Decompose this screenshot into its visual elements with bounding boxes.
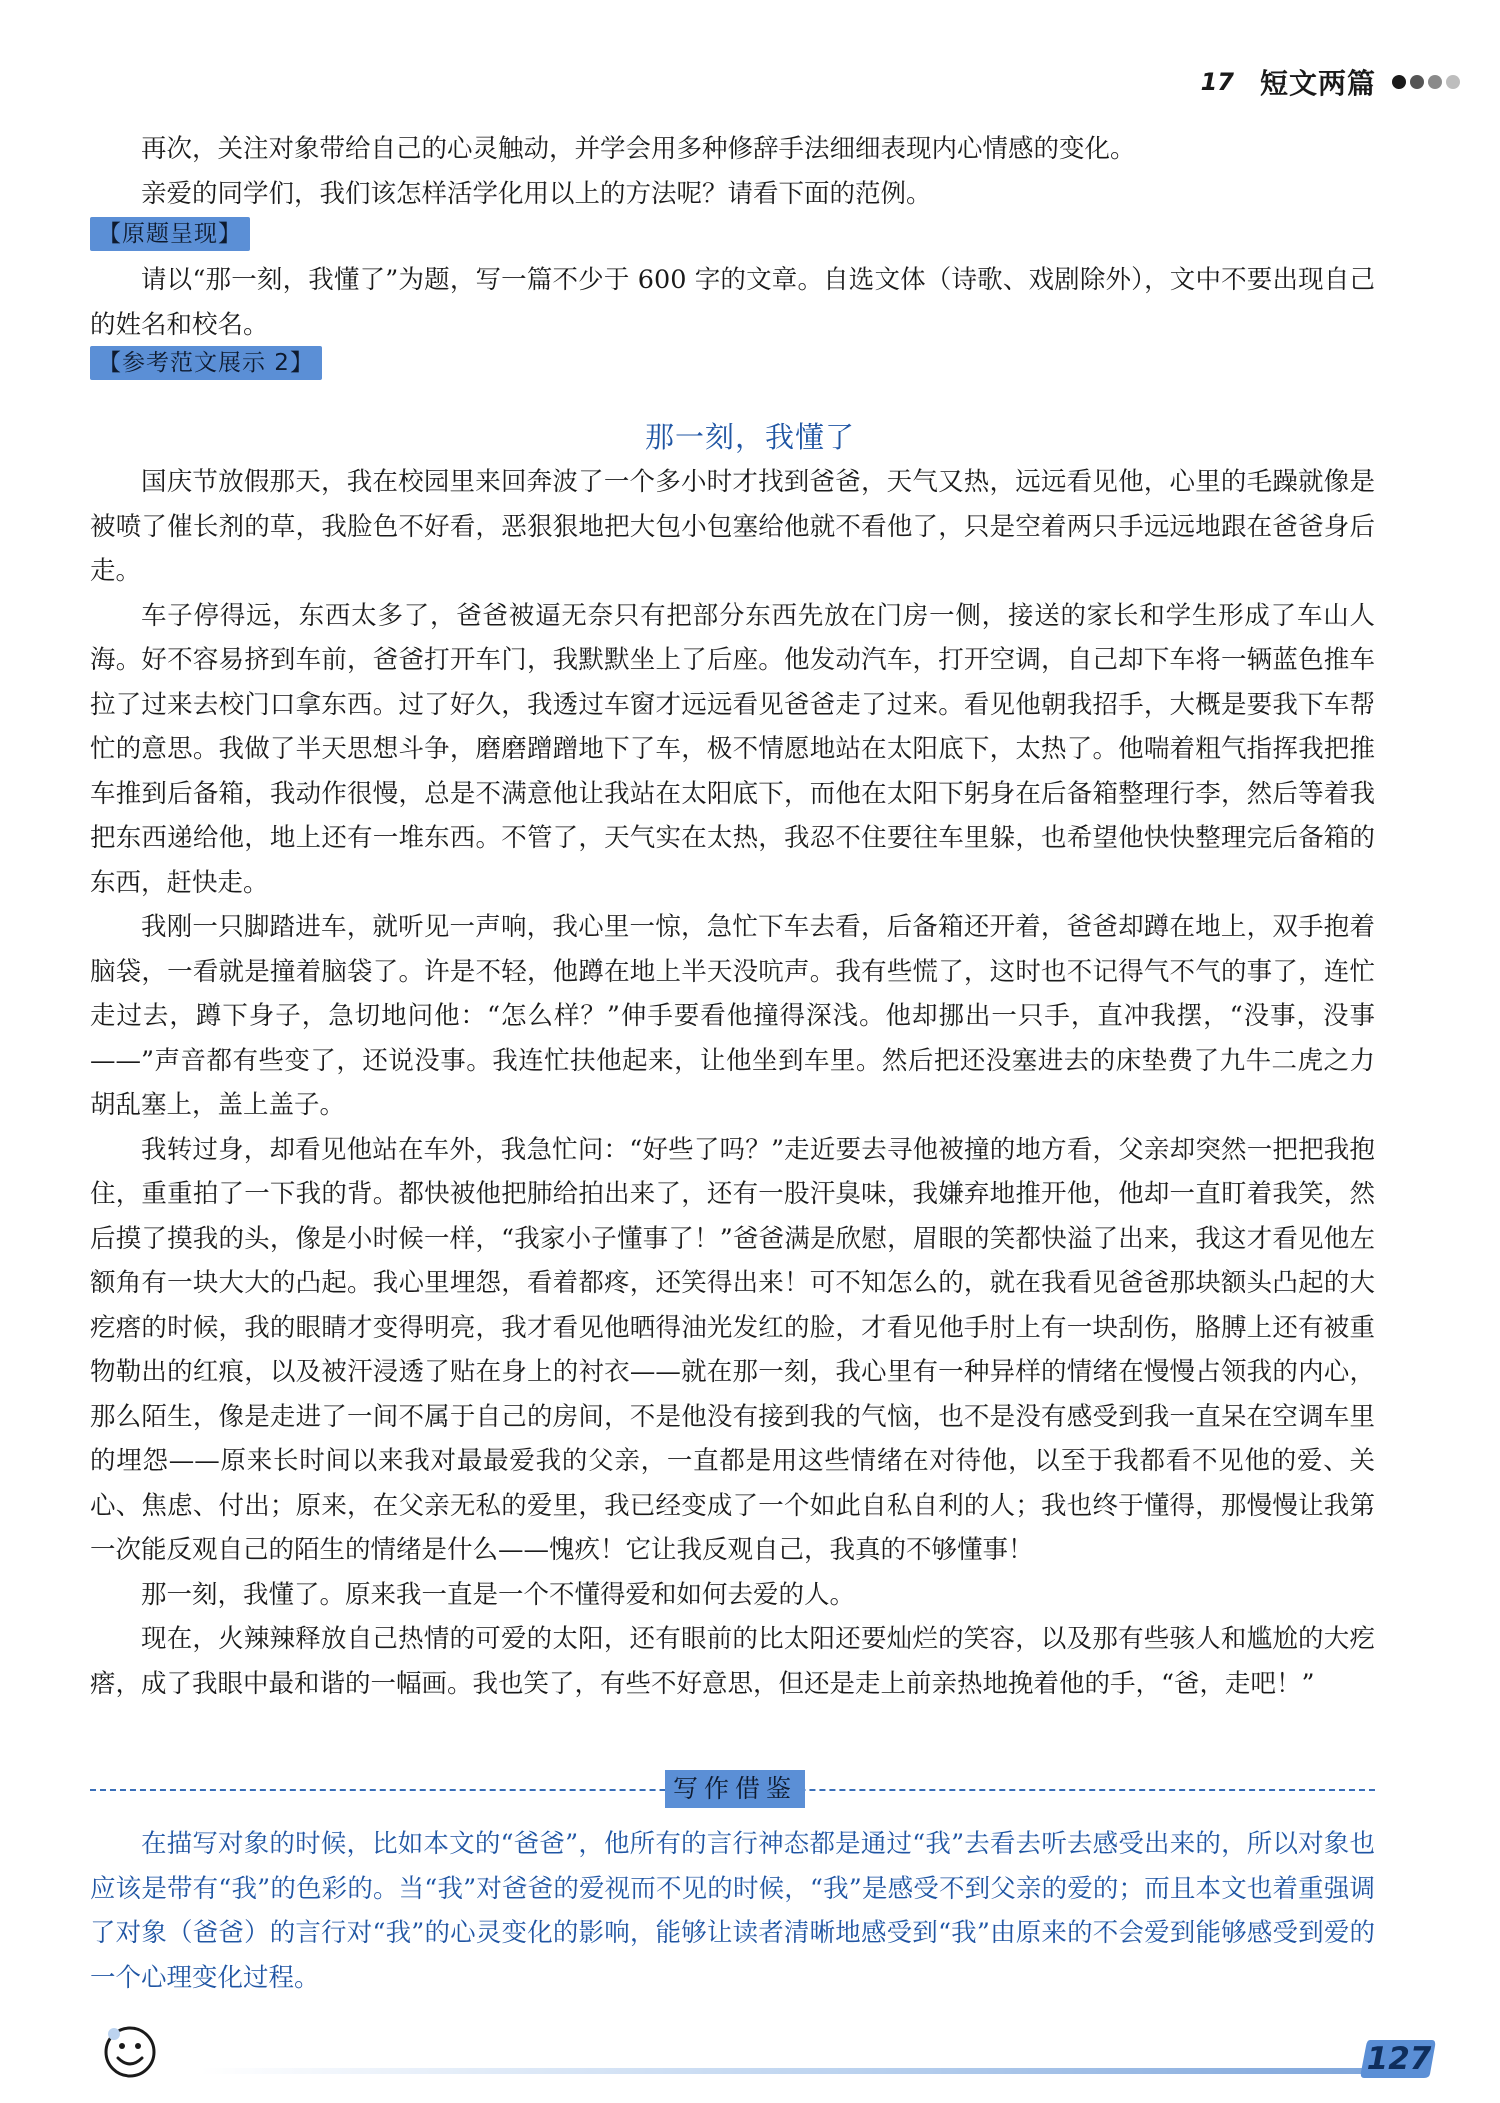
header-dot	[1428, 75, 1442, 89]
smiley-icon	[100, 2022, 160, 2082]
writing-reference-section	[90, 1822, 1375, 2000]
original-question-text: 请以“那一刻，我懂了”为题，写一篇不少于 600 字的文章。自选文体（诗歌、戏剧除外），文中不要出现自己的姓名和校名。	[90, 265, 1375, 340]
page-number-badge	[1360, 2038, 1438, 2080]
writing-reference-text: 在描写对象的时候，比如本文的“爸爸”，他所有的言行神态都是通过“我”去看去听去感受出来的，所以对象也应该是带有“我”的色彩的。当“我”对爸爸的爱视而不见的时候，“我”是感受不到父亲的爱的；而且本文也着重强调了对象（爸爸）的言行对“我”的心灵变化的影响，能够让读者清晰地感受到“我”由原来的不会爱到能够感受到爱的一个心理变化过程。	[90, 1829, 1375, 1993]
running-header	[1201, 62, 1460, 102]
lesson-number: 17	[1200, 68, 1234, 96]
header-dot	[1410, 75, 1424, 89]
essay-paragraph: 我转过身，却看见他站在车外，我急忙问：“好些了吗？”走近要去寻他被撞的地方看，父亲却突然一把把我抱住，重重拍了一下我的背。都快被他把肺给拍出来了，还有一股汗臭味，我嫌弃地推开他，他却一直盯着我笑，然后摸了摸我的头，像是小时候一样，“我家小子懂事了！”爸爸满是欣慰，眉眼的笑都快溢了出来，我这才看见他左额角有一块大大的凸起。我心里埋怨，看着都疼，还笑得出来！可不知怎么的，就在我看见爸爸那块额头凸起的大疙瘩的时候，我的眼睛才变得明亮，我才看见他晒得油光发红的脸，才看见他手肘上有一块刮伤，胳膊上还有被重物勒出的红痕，以及被汗浸透了贴在身上的衬衣——就在那一刻，我心里有一种异样的情绪在慢慢占领我的内心，那么陌生，像是走进了一间不属于自己的房间，不是他没有接到我的气恼，也不是没有感受到我一直呆在空调车里的埋怨——原来长时间以来我对最最爱我的父亲，一直都是用这些情绪在对待他，以至于我都看不见他的爱、关心、焦虑、付出；原来，在父亲无私的爱里，我已经变成了一个如此自私自利的人；我也终于懂得，那慢慢让我第一次能反观自己的陌生的情绪是什么——愧疚！它让我反观自己，我真的不够懂事！	[90, 1134, 1375, 1565]
sample-label-row	[90, 346, 322, 380]
original-question-section	[90, 258, 1375, 347]
essay-paragraph: 国庆节放假那天，我在校园里来回奔波了一个多小时才找到爸爸，天气又热，远远看见他，心里的毛躁就像是被喷了催长剂的草，我脸色不好看，恶狠狠地把大包小包塞给他就不看他了，只是空着两只手远远地跟在爸爸身后走。	[90, 467, 1375, 586]
intro-section	[90, 127, 1375, 216]
header-dots	[1392, 75, 1460, 89]
intro-paragraph-2: 亲爱的同学们，我们该怎样活学化用以上的方法呢？请看下面的范例。	[141, 178, 932, 209]
essay-paragraph: 那一刻，我懂了。原来我一直是一个不懂得爱和如何去爱的人。	[141, 1579, 856, 1610]
essay-body	[90, 460, 1375, 1706]
intro-paragraph-1: 再次，关注对象带给自己的心灵触动，并学会用多种修辞手法细细表现内心情感的变化。	[141, 134, 1136, 164]
sample-label: 【参考范文展示 2】	[90, 346, 322, 380]
header-dot	[1392, 75, 1406, 89]
essay-title: 那一刻，我懂了	[644, 420, 855, 454]
original-question-label-row	[90, 217, 250, 251]
footer-bar	[200, 2068, 1370, 2074]
original-question-label: 【原题呈现】	[90, 217, 250, 251]
essay-paragraph: 现在，火辣辣释放自己热情的可爱的太阳，还有眼前的比太阳还要灿烂的笑容，以及那有些骇人和尴尬的大疙瘩，成了我眼中最和谐的一幅画。我也笑了，有些不好意思，但还是走上前亲热地挽着他的手，“爸，走吧！”	[90, 1624, 1375, 1699]
page-number: 127	[1366, 2041, 1432, 2077]
lesson-title: 短文两篇	[1259, 67, 1376, 100]
essay-paragraph: 我刚一只脚踏进车，就听见一声响，我心里一惊，急忙下车去看，后备箱还开着，爸爸却蹲在地上，双手抱着脑袋，一看就是撞着脑袋了。许是不轻，他蹲在地上半天没吭声。我有些慌了，这时也不记得气不气的事了，连忙走过去，蹲下身子，急切地问他：“怎么样？”伸手要看他撞得深浅。他却挪出一只手，直冲我摆，“没事，没事——”声音都有些变了，还说没事。我连忙扶他起来，让他坐到车里。然后把还没塞进去的床垫费了九牛二虎之力胡乱塞上，盖上盖子。	[90, 912, 1375, 1120]
header-dot	[1446, 75, 1460, 89]
writing-reference-label: 写作借鉴	[665, 1770, 805, 1808]
essay-paragraph: 车子停得远，东西太多了，爸爸被逼无奈只有把部分东西先放在门房一侧，接送的家长和学生形成了车山人海。好不容易挤到车前，爸爸打开车门，我默默坐上了后座。他发动汽车，打开空调，自己却下车将一辆蓝色推车拉了过来去校门口拿东西。过了好久，我透过车窗才远远看见爸爸走了过来。看见他朝我招手，大概是要我下车帮忙的意思。我做了半天思想斗争，磨磨蹭蹭地下了车，极不情愿地站在太阳底下，太热了。他喘着粗气指挥我把推车推到后备箱，我动作很慢，总是不满意他让我站在太阳底下，而他在太阳下躬身在后备箱整理行李，然后等着我把东西递给他，地上还有一堆东西。不管了，天气实在太热，我忍不住要往车里躲，也希望他快快整理完后备箱的东西，赶快走。	[90, 600, 1375, 898]
